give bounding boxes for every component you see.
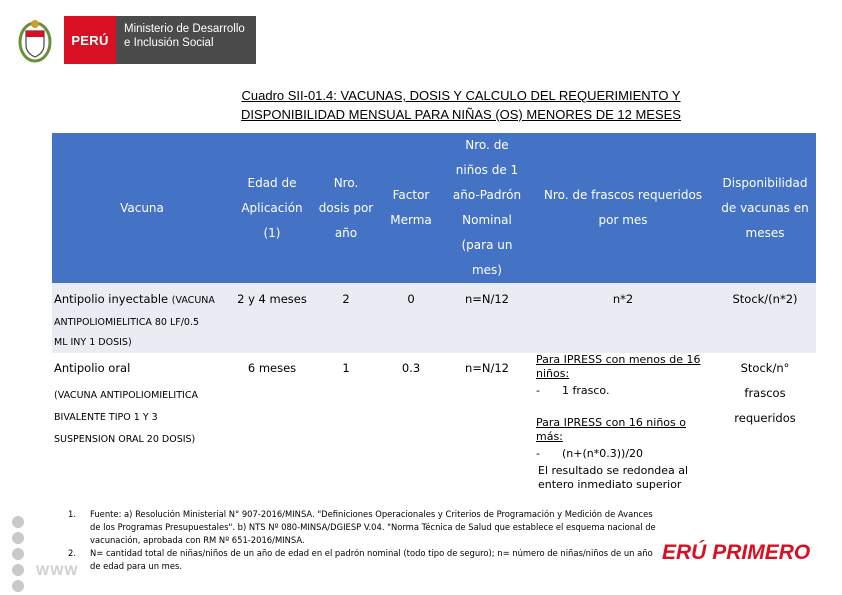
col-factor-l1: Factor <box>392 188 430 202</box>
row2-frascos-rule-a: Para IPRESS con menos de 16 niños: <box>536 353 701 380</box>
website-link[interactable]: WWW <box>36 562 79 578</box>
row2-edad: 6 meses <box>247 361 297 375</box>
col-ninos-l5: (para un <box>461 238 513 252</box>
row1-edad: 2 y 4 meses <box>237 292 307 306</box>
col-frascos-label: Nro. de frascos requeridos por mes <box>543 188 703 227</box>
col-dosis-l1: Nro. <box>333 175 359 190</box>
row2-frascos-rule-b: Para IPRESS con 16 niños o más: <box>536 416 686 443</box>
row1-vacuna-detail1: (VACUNA <box>171 295 215 306</box>
col-edad-l3: (1) <box>263 225 281 240</box>
col-disp-l2: de vacunas en <box>721 200 809 215</box>
slogan-prefix: ERÚ <box>662 541 713 564</box>
col-disp-l3: meses <box>745 225 785 240</box>
col-edad <box>232 133 312 283</box>
row2-disponibilidad <box>714 357 816 429</box>
peru-brand-label: PERÚ <box>71 32 109 48</box>
ministry-name: Ministerio de Desarrollo e Inclusión Social <box>116 16 256 64</box>
peru-brand <box>64 16 116 64</box>
footnote-2-num: 2. <box>68 548 76 558</box>
row2-disp-l2: frascos <box>744 386 786 400</box>
page-title <box>150 86 772 124</box>
col-ninos-l6: mes) <box>471 263 502 277</box>
col-ninos-l4: Nominal <box>462 213 512 227</box>
row2-vacuna-detail3: SUSPENSION ORAL 20 DOSIS) <box>54 434 196 445</box>
row1-vacuna-detail2: ANTIPOLIOMIELITICA 80 LF/0.5 <box>54 317 200 328</box>
row1-frascos: n*2 <box>612 292 634 306</box>
facebook-icon[interactable] <box>12 516 24 528</box>
footnotes <box>68 508 660 573</box>
vaccine-table <box>52 133 816 508</box>
slogan: PRIMERO <box>712 541 811 564</box>
row2-vacuna-detail1: (VACUNA ANTIPOLIOMIELITICA <box>54 390 198 401</box>
table-header <box>52 133 816 283</box>
row2-frascos-item-a <box>536 384 712 398</box>
footnote-2-text: N= cantidad total de niñas/niños de un año de edad en el padrón nominal (todo tipo de seguro); n= número de niñas/niños de un año de edad para un mes. <box>90 548 653 571</box>
col-factor-l2: Merma <box>390 213 432 227</box>
row2-frascos-item-b <box>536 447 712 461</box>
row2-dosis: 1 <box>342 361 350 375</box>
col-vacuna: Vacuna <box>120 200 164 215</box>
social-links <box>12 516 24 592</box>
footnote-1 <box>68 508 660 547</box>
footnote-1-text: Fuente: a) Resolución Ministerial N° 907-2016/MINSA. "Definiciones Operacionales y Criterios de Programación y Medición de Avances de los Programas Presupuestales". b) NTS Nº 080-MINSA/DGIESP V.04. "Norma Técnica de Salud que establece el esquema nacional de vacunación, aprobada con RM Nº 651-2016/MINSA. <box>90 509 656 545</box>
row1-vacuna-detail3: ML INY 1 DOSIS) <box>54 337 132 348</box>
row2-disp-l3: requeridos <box>734 411 796 425</box>
col-ninos-l2: niños de 1 <box>455 163 519 177</box>
ministry-logo <box>14 14 256 66</box>
col-dosis-l2: dosis por <box>318 200 374 215</box>
col-ninos-l1: Nro. de <box>465 138 509 152</box>
col-disponibilidad <box>714 133 816 283</box>
row2-ninos: n=N/12 <box>464 361 510 375</box>
row2-vacuna-detail2: BIVALENTE TIPO 1 Y 3 <box>54 412 158 423</box>
row1-vacuna-name: Antipolio inyectable <box>54 292 169 306</box>
instagram-icon[interactable] <box>12 580 24 592</box>
col-edad-l1: Edad de <box>247 175 297 190</box>
bullet: - <box>536 384 540 397</box>
row1-ninos: n=N/12 <box>464 292 510 306</box>
row1-factor: 0 <box>407 292 415 306</box>
row2-frascos-item-b-text: (n+(n*0.3))/20 <box>562 447 644 460</box>
youtube-icon[interactable] <box>12 548 24 560</box>
bullet: - <box>536 447 540 460</box>
row2-frascos-note: El resultado se redondea al entero inmediato superior <box>538 464 689 491</box>
col-frascos <box>532 133 714 283</box>
row2-factor: 0.3 <box>401 361 421 375</box>
footnote-2 <box>68 547 660 573</box>
row2-disp-l1: Stock/n° <box>740 361 790 375</box>
title-line-1: Cuadro SII-01.4: VACUNAS, DOSIS Y CALCULO DEL REQUERIMIENTO Y <box>241 88 681 103</box>
col-ninos-l3: año-Padrón <box>452 188 522 202</box>
col-edad-l2: Aplicación <box>241 200 303 215</box>
row2-frascos <box>536 353 712 492</box>
peru-primero-logo <box>662 541 810 565</box>
twitter-icon[interactable] <box>12 532 24 544</box>
col-disp-l1: Disponibilidad <box>722 175 808 190</box>
coat-of-arms-icon <box>14 15 56 65</box>
col-dosis-l3: año <box>334 225 358 240</box>
row2-vacuna-name: Antipolio oral <box>54 361 131 375</box>
col-factor <box>380 133 442 283</box>
col-ninos <box>442 133 532 283</box>
row1-disponibilidad: Stock/(n*2) <box>732 292 798 306</box>
row1-dosis: 2 <box>342 292 350 306</box>
flickr-icon[interactable] <box>12 564 24 576</box>
footnote-1-num: 1. <box>68 509 76 519</box>
title-line-2: DISPONIBILIDAD MENSUAL PARA NIÑAS (OS) MENORES DE 12 MESES <box>241 107 681 122</box>
row2-frascos-item-a-text: 1 frasco. <box>562 384 610 397</box>
row1-vacuna <box>54 288 232 312</box>
col-dosis <box>312 133 380 283</box>
